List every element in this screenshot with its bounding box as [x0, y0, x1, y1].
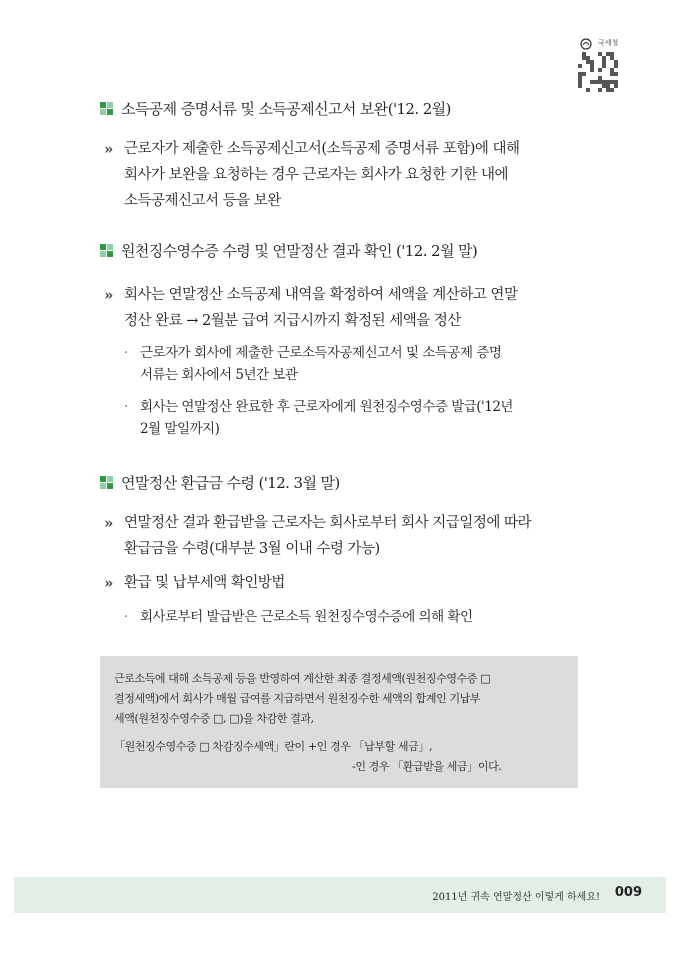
- bullet-marker: »: [104, 286, 113, 304]
- bullet-line: 환급 및 납부세액 확인방법: [124, 575, 285, 591]
- sub-line: 회사는 연말정산 완료한 후 근로자에게 원천징수영수증 발급('12년: [140, 399, 513, 415]
- bullet-marker: »: [104, 514, 113, 532]
- bullet-line: 회사가 보완을 요청하는 경우 근로자는 회사가 요청한 기한 내에: [124, 167, 509, 183]
- section-title-text: 소득공제 증명서류 및 소득공제신고서 보완('12. 2월): [121, 100, 451, 118]
- sub-line: 근로자가 회사에 제출한 근로소득자공제신고서 및 소득공제 증명: [140, 345, 502, 361]
- bullet-marker: »: [104, 140, 113, 158]
- agency-logo: [578, 38, 638, 94]
- bullet-line: 정산 완료 → 2월분 급여 지급시까지 확정된 세액을 정산: [124, 313, 461, 329]
- sub-line: 2월 말일까지): [140, 421, 220, 437]
- section-title-2: [100, 240, 477, 261]
- section-title-1: [100, 98, 451, 119]
- bullet-line: 근로자가 제출한 소득공제신고서(소득공제 증명서류 포함)에 대해: [124, 141, 520, 157]
- section-title-text: 연말정산 환급금 수령 ('12. 3월 말): [121, 474, 340, 492]
- note-box: [100, 656, 578, 788]
- sub-line: 회사로부터 발급받은 근로소득 원천징수영수증에 의해 확인: [140, 609, 473, 625]
- section-title-text: 원천징수영수증 수령 및 연말정산 결과 확인 ('12. 2월 말): [121, 242, 478, 260]
- qr-code-icon: [578, 52, 618, 92]
- bullet-line: 환급금을 수령(대부분 3월 이내 수령 가능): [124, 541, 380, 557]
- bullet-line: 연말정산 결과 환급받을 근로자는 회사로부터 회사 지급일정에 따라: [124, 515, 531, 531]
- agency-name: 국세청: [598, 39, 619, 47]
- note-line: -인 경우 「환급받을 세금」이다.: [352, 760, 502, 773]
- section-title-3: [100, 472, 340, 493]
- section-square-icon: [100, 244, 113, 257]
- footer-text: 2011년 귀속 연말정산 이렇게 하세요!: [432, 892, 600, 903]
- bullet-line: 회사는 연말정산 소득공제 내역을 확정하여 세액을 계산하고 연말: [124, 287, 518, 303]
- section-square-icon: [100, 102, 113, 115]
- note-line: 세액(원천징수영수증 □, □)을 차감한 결과,: [114, 712, 314, 725]
- agency-emblem-icon: [580, 38, 592, 50]
- sub-marker: ·: [124, 399, 128, 415]
- note-line: 근로소득에 대해 소득공제 등을 반영하여 계산한 최종 결정세액(원천징수영수증 □: [114, 672, 491, 685]
- note-line: 「원천징수영수증 □ 차감징수세액」란이 +인 경우 「납부할 세금」,: [114, 740, 433, 753]
- section-square-icon: [100, 476, 113, 489]
- sub-marker: ·: [124, 609, 128, 625]
- sub-marker: ·: [124, 345, 128, 361]
- bullet-line: 소득공제신고서 등을 보완: [124, 193, 281, 209]
- page-footer: [14, 877, 666, 913]
- note-line: 결정세액)에서 회사가 매월 급여를 지급하면서 원천징수한 세액의 합계인 기납부: [114, 692, 481, 705]
- sub-line: 서류는 회사에서 5년간 보관: [140, 367, 298, 383]
- bullet-marker: »: [104, 574, 113, 592]
- page-number: 009: [614, 885, 642, 900]
